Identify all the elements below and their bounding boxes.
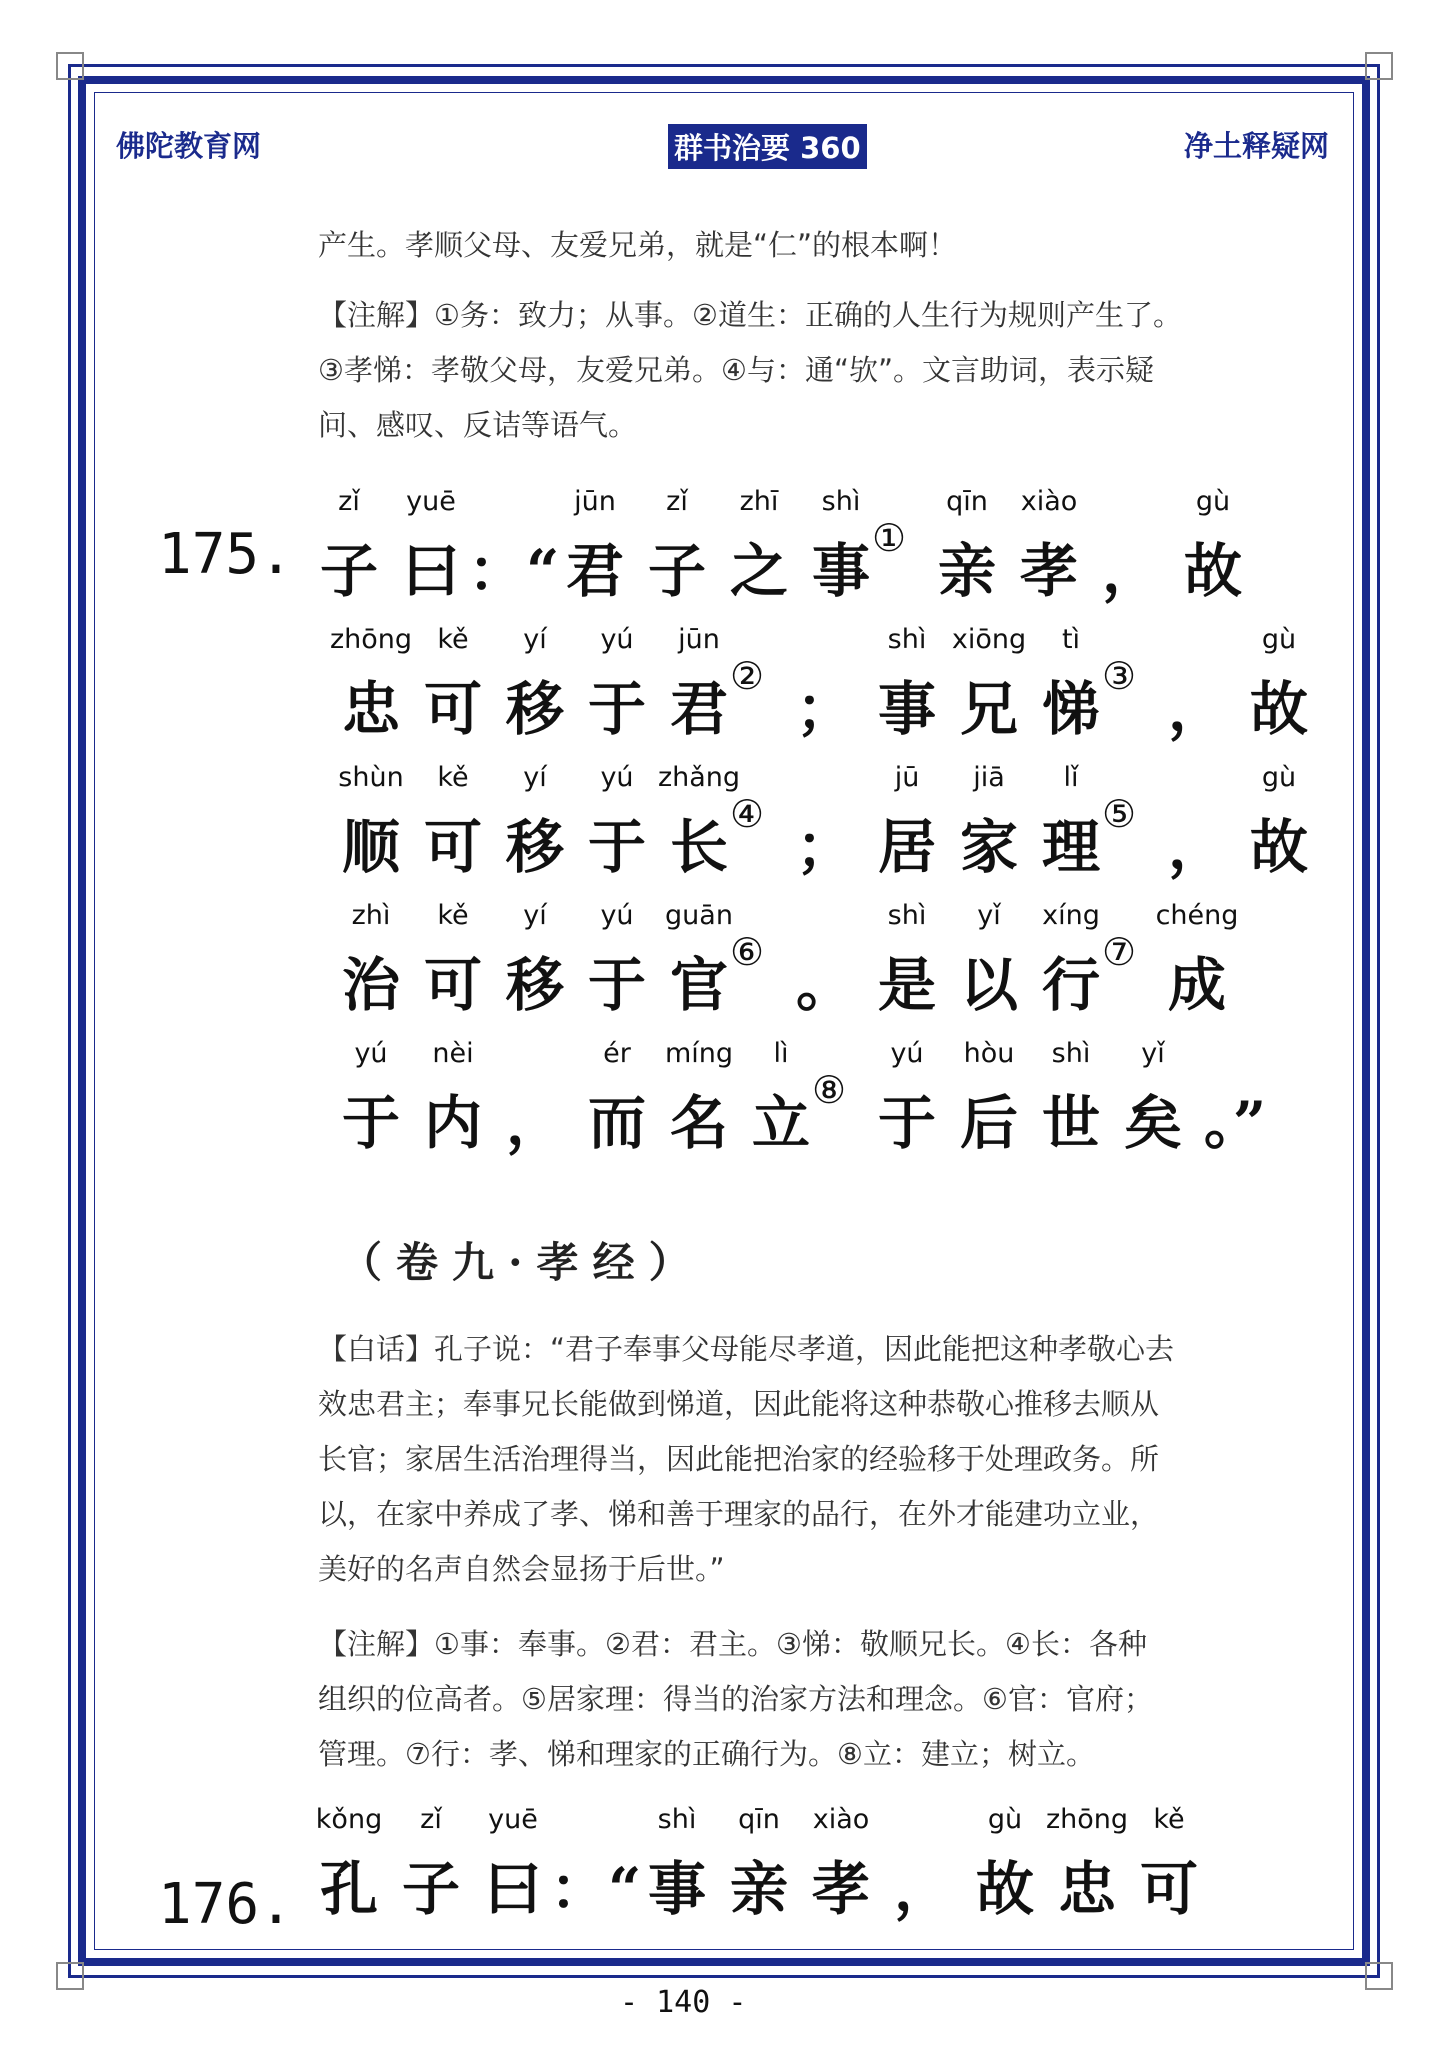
pinyin: ér <box>603 1038 631 1069</box>
pinyin: guān <box>665 900 733 931</box>
pinyin: kě <box>1153 1804 1185 1835</box>
pinyin: chéng <box>1155 900 1239 931</box>
hanzi: 可 <box>423 813 482 881</box>
pinyin: shì <box>821 486 861 517</box>
hanzi: 。 <box>795 951 854 1019</box>
pinyin: yí <box>523 624 547 655</box>
hanzi: 于 <box>341 1089 400 1157</box>
pinyin: yú <box>354 1038 388 1069</box>
hanzi: 理 <box>1041 813 1100 881</box>
hanzi: 事 <box>811 537 870 605</box>
corner-ornament <box>1365 1962 1393 1990</box>
footnote-marker: ⑧ <box>812 1068 847 1112</box>
pinyin: yǐ <box>977 900 1001 931</box>
pinyin: gù <box>987 1804 1023 1835</box>
hanzi: 悌 <box>1041 675 1100 743</box>
pinyin: yú <box>600 900 634 931</box>
hanzi: 长 <box>669 813 728 881</box>
verse-line <box>326 900 1286 1040</box>
header-right-site: 净土释疑网 <box>1183 129 1329 163</box>
hanzi: 以 <box>959 951 1018 1019</box>
hanzi: 顺 <box>341 813 400 881</box>
pinyin: zhōng <box>329 624 413 655</box>
hanzi: 子 <box>401 1855 460 1923</box>
hanzi: ， <box>1167 675 1226 743</box>
pinyin: jūn <box>574 486 616 517</box>
hanzi: 移 <box>505 813 564 881</box>
pinyin: yuē <box>406 486 456 517</box>
verse-number-175: 175. <box>158 522 293 587</box>
hanzi: 于 <box>877 1089 936 1157</box>
hanzi: 名 <box>669 1089 728 1157</box>
page-number: - 140 - <box>620 1985 747 2020</box>
header-left-site: 佛陀教育网 <box>116 129 262 163</box>
pinyin: kǒng <box>315 1804 383 1835</box>
pinyin: lǐ <box>1063 762 1079 793</box>
hanzi: ， <box>1167 813 1226 881</box>
note-line: 【注解】①务：致力；从事。②道生：正确的人生行为规则产生了。 <box>318 298 1182 332</box>
hanzi: ， <box>505 1089 564 1157</box>
note-line: 【注解】①事：奉事。②君：君主。③悌：敬顺兄长。④长：各种 <box>318 1627 1147 1661</box>
pinyin: zhī <box>739 486 779 517</box>
footnote-marker: ⑤ <box>1102 792 1137 836</box>
hanzi: 君 <box>565 537 624 605</box>
hanzi: 故 <box>1183 537 1242 605</box>
hanzi: 内 <box>423 1089 482 1157</box>
pinyin: nèi <box>432 1038 474 1069</box>
hanzi: 移 <box>505 951 564 1019</box>
hanzi: 孝 <box>1019 537 1078 605</box>
pinyin: míng <box>664 1038 734 1069</box>
pinyin: yǐ <box>1141 1038 1165 1069</box>
hanzi: 后 <box>959 1089 1018 1157</box>
hanzi: 可 <box>423 951 482 1019</box>
hanzi: 而 <box>587 1089 646 1157</box>
hanzi: 立 <box>751 1089 810 1157</box>
pinyin: lì <box>773 1038 789 1069</box>
pinyin: xiào <box>812 1804 870 1835</box>
hanzi: ； <box>795 813 854 881</box>
hanzi: 子 <box>319 537 378 605</box>
hanzi: 之 <box>729 537 788 605</box>
header-title: 群书治要 360 <box>668 124 867 169</box>
hanzi: 君 <box>669 675 728 743</box>
note-line: ③孝悌：孝敬父母，友爱兄弟。④与：通“欤”。文言助词，表示疑 <box>318 353 1155 387</box>
pinyin: zǐ <box>420 1804 442 1835</box>
pinyin: shì <box>887 624 927 655</box>
hanzi: 孔 <box>319 1855 378 1923</box>
hanzi: 事 <box>647 1855 706 1923</box>
pinyin: zhōng <box>1045 1804 1129 1835</box>
hanzi: 官 <box>669 951 728 1019</box>
baihua-line: 【白话】孔子说：“君子奉事父母能尽孝道，因此能把这种孝敬心去 <box>318 1332 1175 1366</box>
verse-line <box>304 486 1264 626</box>
note-line: 管理。⑦行：孝、悌和理家的正确行为。⑧立：建立；树立。 <box>318 1737 1095 1771</box>
hanzi: 子 <box>647 537 706 605</box>
hanzi: 移 <box>505 675 564 743</box>
hanzi: 故 <box>1249 813 1308 881</box>
pinyin: jū <box>894 762 920 793</box>
hanzi: 兄 <box>959 675 1018 743</box>
hanzi: 事 <box>877 675 936 743</box>
pinyin: qīn <box>738 1804 780 1835</box>
hanzi: 孝 <box>811 1855 870 1923</box>
hanzi: 行 <box>1041 951 1100 1019</box>
hanzi: 。” <box>1203 1089 1267 1157</box>
footnote-marker: ⑥ <box>730 930 765 974</box>
corner-ornament <box>1365 52 1393 80</box>
footnote-marker: ④ <box>730 792 765 836</box>
hanzi: 故 <box>1249 675 1308 743</box>
pinyin: kě <box>437 624 469 655</box>
hanzi: 是 <box>877 951 936 1019</box>
pinyin: jūn <box>678 624 720 655</box>
pinyin: zhǎng <box>657 762 741 793</box>
hanzi: 可 <box>1139 1855 1198 1923</box>
pinyin: yú <box>600 762 634 793</box>
hanzi: 世 <box>1041 1089 1100 1157</box>
hanzi: 居 <box>877 813 936 881</box>
hanzi: 治 <box>341 951 400 1019</box>
hanzi: 于 <box>587 813 646 881</box>
pinyin: yú <box>890 1038 924 1069</box>
pinyin: qīn <box>946 486 988 517</box>
pinyin: gù <box>1195 486 1231 517</box>
pinyin: jiā <box>973 762 1005 793</box>
prose-line: 产生。孝顺父母、友爱兄弟，就是“仁”的根本啊！ <box>318 228 958 262</box>
footnote-marker: ③ <box>1102 654 1137 698</box>
pinyin: zǐ <box>338 486 360 517</box>
hanzi: ， <box>893 1855 952 1923</box>
hanzi: 可 <box>423 675 482 743</box>
pinyin: shùn <box>338 762 404 793</box>
baihua-line: 以，在家中养成了孝、悌和善于理家的品行，在外才能建功立业， <box>318 1497 1160 1531</box>
pinyin: gù <box>1261 624 1297 655</box>
verse-line <box>304 1804 1264 1944</box>
footnote-marker: ① <box>872 516 907 560</box>
hanzi: 亲 <box>729 1855 788 1923</box>
corner-ornament <box>56 52 84 80</box>
note-line: 问、感叹、反诘等语气。 <box>318 408 638 442</box>
pinyin: shì <box>657 1804 697 1835</box>
hanzi: 曰 <box>483 1855 542 1923</box>
hanzi: 忠 <box>341 675 400 743</box>
hanzi: 于 <box>587 675 646 743</box>
hanzi: ； <box>795 675 854 743</box>
pinyin: xiōng <box>951 624 1027 655</box>
footnote-marker: ② <box>730 654 765 698</box>
hanzi: 成 <box>1167 951 1226 1019</box>
verse-line <box>326 624 1308 764</box>
hanzi: 于 <box>587 951 646 1019</box>
pinyin: xiào <box>1020 486 1078 517</box>
hanzi: 忠 <box>1057 1855 1116 1923</box>
hanzi: ， <box>1101 537 1160 605</box>
hanzi: ：“ <box>550 1855 642 1923</box>
pinyin: yí <box>523 900 547 931</box>
verse-number-176: 176. <box>158 1872 293 1937</box>
hanzi: 曰 <box>401 537 460 605</box>
pinyin: zǐ <box>666 486 688 517</box>
pinyin: kě <box>437 762 469 793</box>
pinyin: gù <box>1261 762 1297 793</box>
baihua-line: 美好的名声自然会显扬于后世。” <box>318 1552 725 1586</box>
footnote-marker: ⑦ <box>1102 930 1137 974</box>
hanzi: 亲 <box>937 537 996 605</box>
pinyin: yí <box>523 762 547 793</box>
pinyin: yú <box>600 624 634 655</box>
pinyin: shì <box>887 900 927 931</box>
source-citation: （卷九·孝经） <box>340 1238 705 1287</box>
baihua-line: 长官；家居生活治理得当，因此能把治家的经验移于处理政务。所 <box>318 1442 1160 1476</box>
note-line: 组织的位高者。⑤居家理：得当的治家方法和理念。⑥官：官府； <box>318 1682 1153 1716</box>
pinyin: hòu <box>963 1038 1015 1069</box>
hanzi: 家 <box>959 813 1018 881</box>
hanzi: 故 <box>975 1855 1034 1923</box>
verse-line <box>326 762 1308 902</box>
pinyin: shì <box>1051 1038 1091 1069</box>
pinyin: kě <box>437 900 469 931</box>
pinyin: tì <box>1061 624 1081 655</box>
pinyin: yuē <box>488 1804 538 1835</box>
baihua-line: 效忠君主；奉事兄长能做到悌道，因此能将这种恭敬心推移去顺从 <box>318 1387 1160 1421</box>
hanzi: 矣 <box>1123 1089 1182 1157</box>
hanzi: ：“ <box>468 537 560 605</box>
pinyin: zhì <box>351 900 391 931</box>
verse-line <box>326 1038 1286 1178</box>
pinyin: xíng <box>1042 900 1100 931</box>
corner-ornament <box>56 1962 84 1990</box>
